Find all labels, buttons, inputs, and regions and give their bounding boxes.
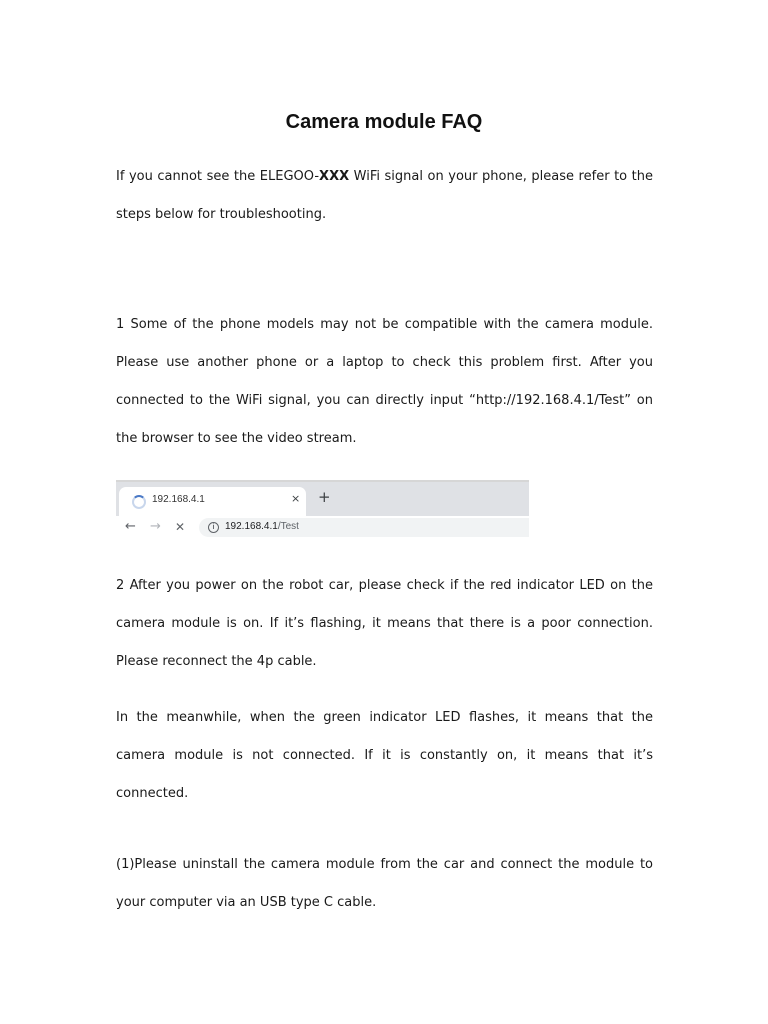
url-host: 192.168.4.1: [225, 521, 278, 532]
intro-text-before: If you cannot see the ELEGOO-: [116, 169, 320, 184]
step-1-paragraph: 1 Some of the phone models may not be compatible with the camera module. Please use another phone or a laptop to check this problem first. After you connected to the WiFi signal, you can directly input “http://192.168.4.1/Test” on the browser to see the video stream.: [116, 317, 653, 446]
address-bar[interactable]: [199, 518, 529, 537]
browser-screenshot: [116, 480, 529, 540]
intro-paragraph: [116, 158, 653, 234]
back-arrow-icon[interactable]: ←: [125, 519, 136, 534]
intro-text-bold: XXX: [319, 169, 350, 184]
intro-text-after: WiFi signal on your phone, please refer to the steps below for troubleshooting.: [116, 169, 654, 222]
browser-toolbar: [116, 516, 529, 540]
new-tab-icon[interactable]: +: [318, 488, 331, 506]
close-tab-icon[interactable]: ×: [291, 492, 301, 505]
step-2-paragraph: 2 After you power on the robot car, please check if the red indicator LED on the camera module is on. If it’s flashing, it means that there is a poor connection. Please reconnect the 4p cable.: [116, 578, 653, 669]
page-title: Camera module FAQ: [285, 111, 483, 133]
address-bar-url: [225, 521, 299, 532]
info-circle-icon[interactable]: i: [208, 522, 219, 533]
forward-arrow-icon[interactable]: →: [150, 519, 161, 534]
meanwhile-paragraph: In the meanwhile, when the green indicator LED flashes, it means that the camera module is not connected. If it is constantly on, it means that it’s connected.: [116, 710, 653, 801]
browser-tab-title: 192.168.4.1: [152, 494, 205, 505]
browser-tab-strip: [116, 482, 529, 516]
stop-loading-icon[interactable]: ✕: [175, 520, 186, 534]
sub-step-1-paragraph: (1)Please uninstall the camera module from the car and connect the module to your computer via an USB type C cable.: [116, 857, 653, 910]
browser-tab[interactable]: [119, 487, 306, 516]
url-path: /Test: [277, 521, 299, 532]
loading-spinner-icon: [132, 495, 146, 509]
